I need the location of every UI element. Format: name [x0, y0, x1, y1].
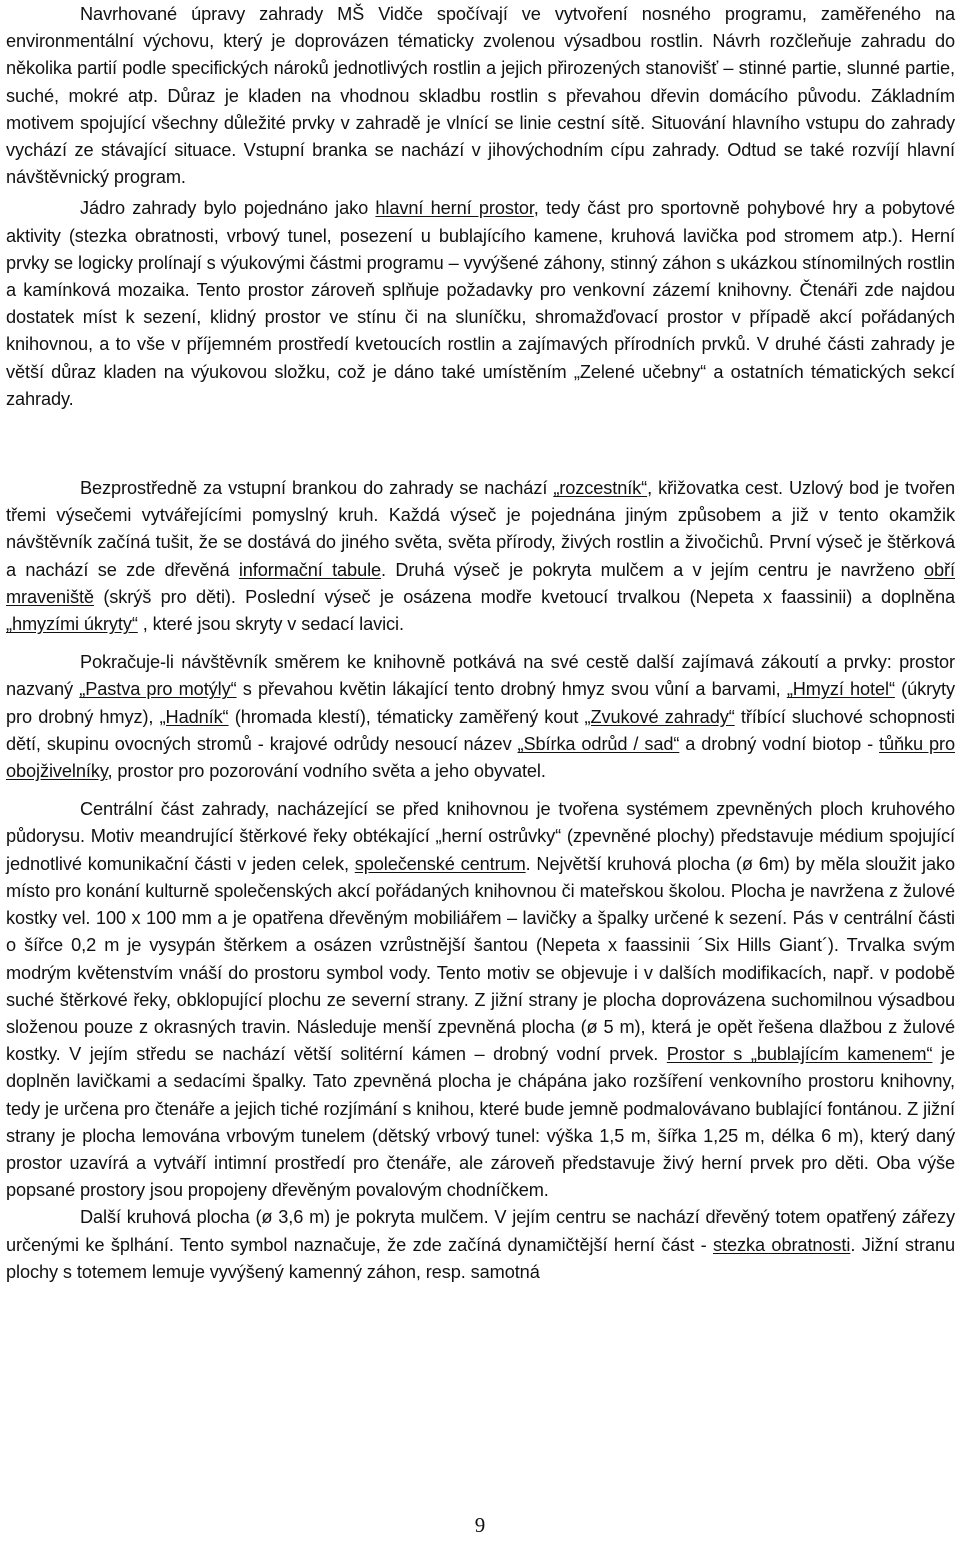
text-run: tříbící sluchové schopnosti dětí, skupinu ovocných stromů - krajové odrůdy nesoucí název	[6, 706, 955, 754]
text-run: Navrhované úpravy zahrady MŠ Vidče spočívají ve vytvoření nosného programu, zaměřeného na environmentální výchovu, který je doprovázen tématicky zvolenou výsadbou rostlin. Návrh rozčleňuje zahradu do několika partií podle specifických nároků jednotlivých rostlin a jejich přirozených stanovišť – stinné partie, slunné partie, suché, mokré atp. Důraz je kladen na vhodnou skladbu rostlin s převahou dřevin domácího původu. Základním motivem spojující všechny důležité prvky v zahradě je vlnící se linie cestní sítě. Situování hlavního vstupu do zahrady vychází ze stávající situace. Vstupní branka se nachází v jihovýchodním cípu zahrady. Odtud se také rozvíjí hlavní návštěvnický program.	[6, 4, 955, 188]
text-run: Další kruhová plocha (ø 3,6 m) je pokryta mulčem. V jejím centru se nachází dřevěný totem opatřený zářezy určenými ke šplhání. Tento symbol naznačuje, že zde začíná dynamičtější herní část -	[6, 1207, 955, 1255]
underlined-term: „Hmyzí hotel“	[786, 679, 895, 700]
text-run: je doplněn lavičkami a sedacími špalky. Tato zpevněná plocha je chápána jako rozšíření venkovního prostoru knihovny, tedy je určena pro čtenáře a jejich tiché rozjímání s knihou, které bude jemně podmalovávano bublající fontánou. Z jižní strany je plocha lemována vrbovým tunelem (dětský vrbový tunel: výška 1,5 m, šířka 1,25 m, délka 6 m), který daný prostor uzavírá a vytváří intimní prostředí pro čtenáře, ale zároveň představuje živý herní prvek pro děti. Oba výše popsané prostory jsou propojeny dřevěným povalovým chodníčkem.	[6, 1044, 955, 1201]
text-run: , které jsou skryty v sedací lavici.	[137, 614, 404, 635]
page-number: 9	[474, 1513, 486, 1537]
underlined-term: „rozcestník“	[553, 478, 648, 499]
underlined-term: společenské centrum	[354, 853, 526, 874]
underlined-term: stezka obratnosti	[713, 1234, 851, 1255]
text-run: . Největší kruhová plocha (ø 6m) by měla sloužit jako místo pro konání kulturně společenských akcí pořádaných knihovnou či mateřskou školou. Plocha je navržena z žulové kostky vel. 100 x 100 mm a je opatřena dřevěným mobiliářem – lavičky a špalky určené k sezení. Pás v centrální části o šířce 0,2 m je vysypán štěrkem a osázen vzrůstnější šantou (Nepeta x faassinii ´Six Hills Giant´). Trvalka svým modrým květenstvím vnáší do prostoru symbol vody. Tento motiv se objevuje i v dalších modifikacích, např. v podobě suché štěrkové řeky, obklopující plochu ze severní strany. Z jižní strany je plocha doprovázena suchomilnou výsadbou složenou pouze z okrasných travin. Následuje menší zpevněná plocha (ø 5 m), která je opět řešena dlažbou z žulové kostky. V jejím středu se nachází větší solitérní kámen – drobný vodní prvek.	[6, 853, 955, 1065]
paragraph-6	[6, 1204, 955, 1286]
text-run: , prostor pro pozorování vodního světa a jeho obyvatel.	[107, 761, 546, 782]
text-run: , křižovatka cest. Uzlový bod je tvořen třemi výsečemi vytvářejícími pomyslný kruh. Každá výseč je pojednána jiným způsobem a již v tento okamžik návštěvník začíná tušit, že se dostává do jiného světa, světa přírody, živých rostlin a živočichů. První výseč je štěrková a nachází se zde dřevěná	[6, 478, 955, 580]
paragraph-3	[6, 475, 955, 638]
underlined-term: obří mraveniště	[6, 559, 955, 607]
paragraph-5	[6, 796, 955, 1204]
paragraph-4	[6, 649, 955, 785]
underlined-term: Prostor s „bublajícím kamenem“	[666, 1044, 933, 1065]
underlined-term: „Zvukové zahrady“	[584, 706, 735, 727]
paragraph-2	[6, 195, 955, 413]
underlined-term: „Pastva pro motýly“	[79, 679, 237, 700]
text-run: (skrýš pro děti). Poslední výseč je osázena modře kvetoucí trvalkou (Nepeta x faassinii) a doplněna	[93, 586, 955, 607]
underlined-term: informační tabule	[238, 559, 382, 580]
underlined-term: „Sbírka odrůd / sad“	[517, 733, 680, 754]
paragraph-1	[6, 1, 955, 191]
text-run: Pokračuje-li návštěvník směrem ke knihovně potkává na své cestě další zajímavá zákoutí a prvky: prostor nazvaný	[6, 652, 955, 700]
text-run: . Druhá výseč je pokryta mulčem a v jejím centru je navrženo	[381, 559, 925, 580]
text-run: (hromada klestí), tématicky zaměřený kout	[228, 706, 585, 727]
text-run: (úkryty pro drobný hmyz),	[6, 679, 955, 727]
text-run: a drobný vodní biotop -	[679, 733, 880, 754]
text-run: Jádro zahrady bylo pojednáno jako	[80, 198, 376, 219]
text-run: , tedy část pro sportovně pohybové hry a pobytové aktivity (stezka obratnosti, vrbový tunel, posezení u bublajícího kamene, kruhová lavička pod stromem atp.). Herní prvky se logicky prolínají s výukovými částmi programu – vyvýšené záhony, stinný záhon s ukázkou stínomilných rostlin a kamínková mozaika. Tento prostor zároveň splňuje požadavky pro venkovní zázemí knihovny. Čtenáři zde najdou dostatek míst k sezení, klidný prostor ve stínu či na sluníčku, shromažďovací prostor v případě akcí pořádaných knihovnou, a to vše v příjemném prostředí kvetoucích rostlin a zajímavých přírodních prvků. V druhé části zahrady je větší důraz kladen na výukovou složku, což je dáno také umístěním „Zelené učebny“ a ostatních tématických sekcí zahrady.	[6, 198, 955, 409]
underlined-term: hlavní herní prostor	[375, 198, 534, 219]
text-run: Bezprostředně za vstupní brankou do zahrady se nachází	[80, 478, 554, 499]
text-run: s převahou květin lákající tento drobný hmyz svou vůní a barvami,	[236, 679, 787, 700]
text-run: Centrální část zahrady, nacházející se před knihovnou je tvořena systémem zpevněných ploch kruhového půdorysu. Motiv meandrující štěrkové řeky obtékající „herní ostrůvky“ (zpevněné plochy) představuje médium spojující jednotlivé komunikační části v jeden celek,	[6, 799, 955, 874]
underlined-term: tůňku pro obojživelníky	[6, 733, 955, 782]
underlined-term: „hmyzími úkryty“	[6, 614, 138, 635]
text-run: . Jižní stranu plochy s totemem lemuje vyvýšený kamenný záhon, resp. samotná	[6, 1234, 955, 1282]
underlined-term: „Hadník“	[159, 706, 229, 727]
